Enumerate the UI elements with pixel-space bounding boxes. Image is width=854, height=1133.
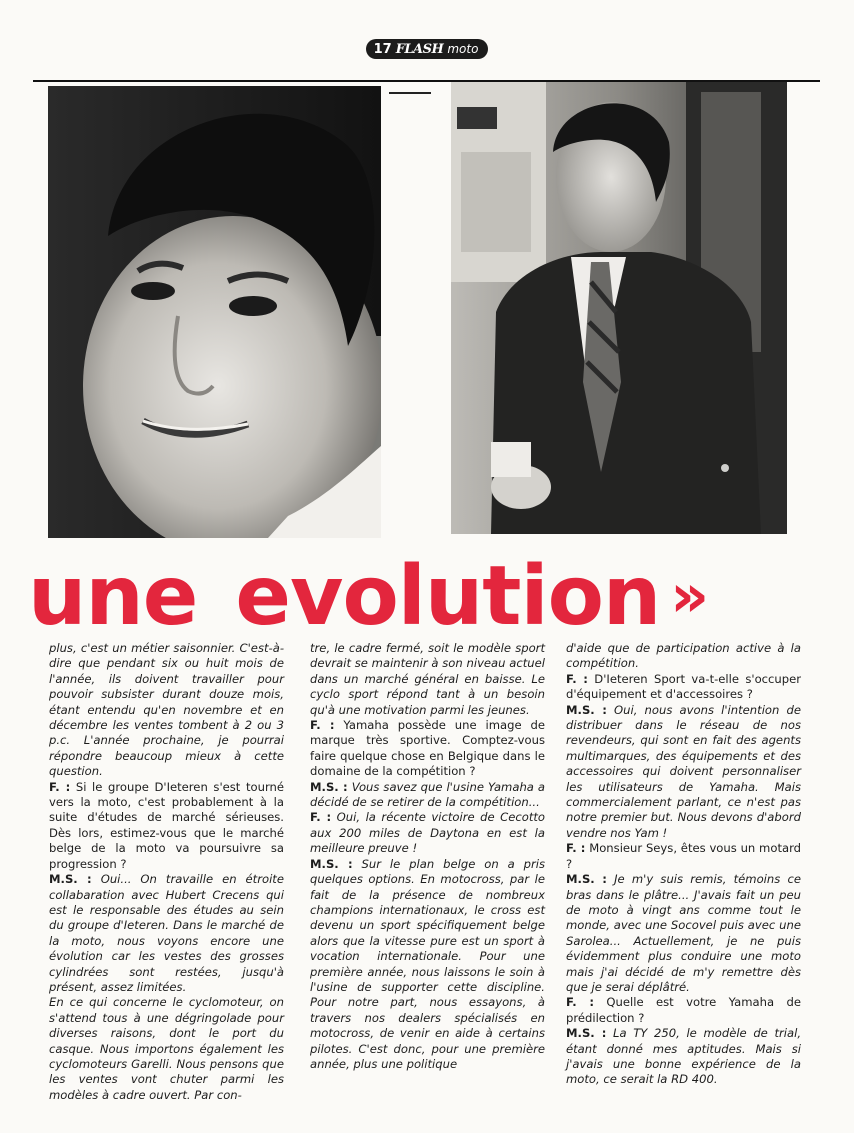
col1-para-3 bbox=[49, 872, 284, 995]
col3-para-7-text: La TY 250, le modèle de trial, étant donné mes aptitudes. Mais si j'avais une bonne expérience de la moto, ce serait la RD 400. bbox=[566, 1026, 802, 1087]
col1-para-2-text: Si le groupe D'Ieteren s'est tourné vers la moto, c'est probablement à la suite d'études de marché sérieuses. Dès lors, estimez-vous que le marché belge de la moto va poursuivre sa progression ? bbox=[49, 779, 285, 871]
col2-para-3 bbox=[310, 780, 545, 811]
col3-para-2-text: D'Ieteren Sport va-t-elle s'occuper d'équipement et d'accessoires ? bbox=[566, 671, 802, 702]
col2-para-4 bbox=[310, 810, 545, 856]
page-number: 17 bbox=[373, 41, 392, 57]
speaker-label: F. : bbox=[566, 671, 588, 686]
page-header bbox=[0, 38, 854, 60]
col3-para-2 bbox=[566, 672, 801, 703]
title-word-2: evolution bbox=[235, 549, 661, 644]
text-column-2 bbox=[310, 641, 545, 1072]
page-badge bbox=[366, 39, 489, 59]
speaker-label: M.S. : bbox=[566, 1026, 607, 1041]
text-column-1 bbox=[49, 641, 284, 1103]
title-closing-quote: » bbox=[670, 561, 709, 631]
photo-portrait-right bbox=[451, 82, 787, 534]
col3-para-5-text: Je m'y suis remis, témoins ce bras dans le plâtre... J'avais fait un peu de moto à vingt ans comme tout le monde, avec une Socovel puis avec une Sarolea... Actuellement, je ne puis évidemment plus conduire une moto mais j'ai décidé de m'y remettre dès que je serai déplâtré. bbox=[566, 872, 802, 994]
photo-portrait-left bbox=[48, 86, 381, 538]
col3-para-7 bbox=[566, 1026, 801, 1088]
col2-para-3-text: Vous savez que l'usine Yamaha a décidé de se retirer de la compétition... bbox=[310, 779, 546, 810]
speaker-label: F. : bbox=[566, 995, 595, 1010]
title-word-1: une bbox=[28, 549, 198, 644]
speaker-label: F. : bbox=[310, 810, 332, 825]
col3-para-4 bbox=[566, 841, 801, 872]
speaker-label: M.S. : bbox=[310, 856, 353, 871]
col3-para-3-text: Oui, nous avons l'intention de distribuer dans le réseau de nos revendeurs, qui sont en fait des agents multimarques, des équipements et des accessoires qui doivent personnaliser les utilisateurs de Yamaha. Mais commercialement parlant, ce n'est pas notre premier but. Nous devons d'abord vendre nos Yam ! bbox=[566, 702, 802, 840]
col2-para-2-text: Yamaha possède une image de marque très sportive. Comptez-vous faire quelque chose en Belgique dans le domaine de la compétition ? bbox=[310, 718, 546, 779]
magazine-name: FLASH bbox=[395, 41, 444, 57]
speaker-label: F. : bbox=[49, 779, 71, 794]
speaker-label: F. : bbox=[310, 718, 335, 733]
text-column-3 bbox=[566, 641, 801, 1088]
magazine-name-suffix: moto bbox=[447, 42, 479, 56]
article-title bbox=[28, 549, 828, 644]
col1-para-4: En ce qui concerne le cyclomoteur, on s'attend tous à une dégringolade pour diverses raisons, dont le port du casque. Nous importons également les cyclomoteurs Garelli. Nous pensons que les ventes vont chuter parmi les modèles à cadre ouvert. Par con- bbox=[49, 995, 284, 1102]
col2-para-4-text: Oui, la récente victoire de Cecotto aux 200 miles de Daytona en est la meilleure preuve ! bbox=[310, 810, 546, 856]
speaker-label: M.S. : bbox=[310, 779, 348, 794]
speaker-label: F. : bbox=[566, 841, 586, 856]
speaker-label: M.S. : bbox=[566, 872, 607, 887]
col2-para-5-text: Sur le plan belge on a pris quelques options. En motocross, par le fait de la présence de nombreux champions internationaux, le cross est devenu un sport spécifiquement belge alors que la vitesse pure est un sport à vocation internationale. Pour une première année, nous laissons le soin à l'usine de supporter cette discipline. Pour notre part, nous essayons, à travers nos dealers spécialisés en motocross, de venir en aide à certains pilotes. C'est donc, pour une première année, plus une politique bbox=[310, 856, 546, 1071]
col1-para-1: plus, c'est un métier saisonnier. C'est-à-dire que pendant six ou huit mois de l'année, ils doivent travailler pour pouvoir subsister durant douze mois, étant entendu qu'en novembre et en décembre les ventes tombent à 2 ou 3 p.c. L'année prochaine, je pourrai répondre beaucoup mieux à cette question. bbox=[49, 641, 284, 779]
col3-para-3 bbox=[566, 703, 801, 842]
col1-para-2 bbox=[49, 780, 284, 872]
short-rule bbox=[389, 92, 431, 94]
col3-para-5 bbox=[566, 872, 801, 995]
col2-para-2 bbox=[310, 718, 545, 780]
col2-para-5 bbox=[310, 857, 545, 1073]
col3-para-6-text: Quelle est votre Yamaha de prédilection ? bbox=[566, 995, 801, 1025]
col3-para-4-text: Monsieur Seys, êtes vous un motard ? bbox=[566, 841, 802, 871]
col3-para-1: d'aide que de participation active à la compétition. bbox=[566, 641, 801, 671]
col3-para-6 bbox=[566, 995, 801, 1026]
col1-para-3-text: Oui... On travaille en étroite collabaration avec Hubert Crecens qui est le responsable des études au sein du groupe d'Ieteren. Dans le marché de la moto, nous voyons encore une évolution car les vestes des grosses cylindrées sont restées, jusqu'à présent, assez limitées. bbox=[49, 872, 284, 994]
speaker-label: M.S. : bbox=[49, 872, 92, 887]
col2-para-1: tre, le cadre fermé, soit le modèle sport devrait se maintenir à son niveau actuel dans un marché général en baisse. Le cyclo sport répond tant à un besoin qu'à une motivation parmi les jeunes. bbox=[310, 641, 545, 717]
speaker-label: M.S. : bbox=[566, 702, 607, 717]
